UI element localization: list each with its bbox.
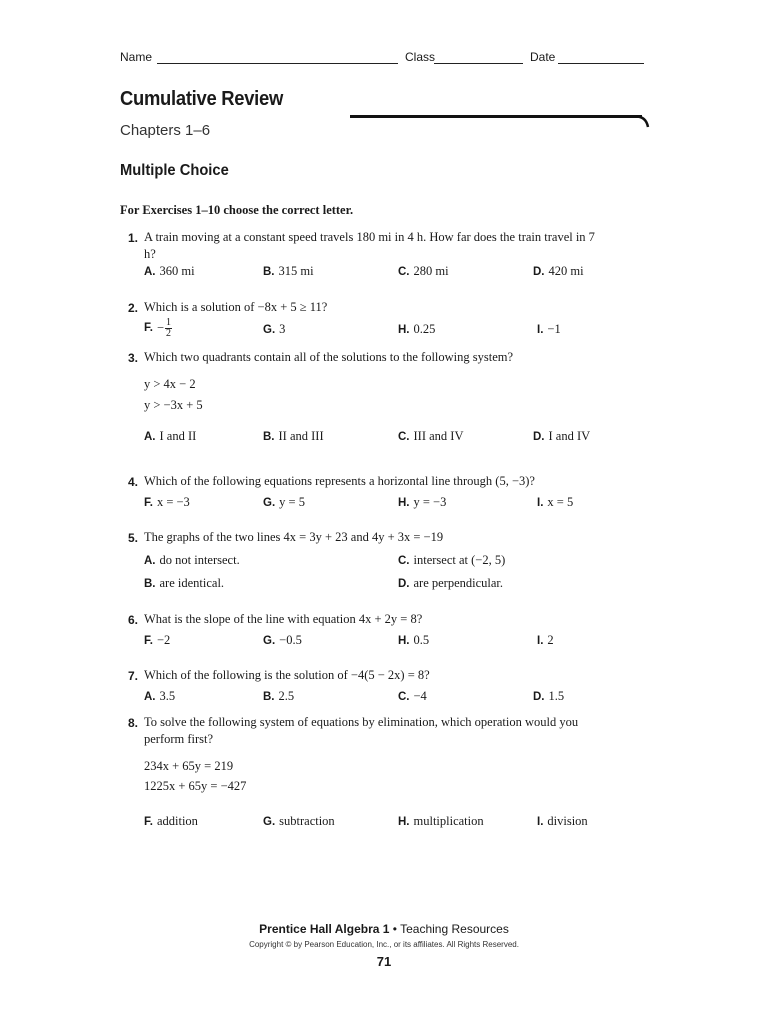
option-text: 420 mi <box>548 264 584 278</box>
option-letter: A. <box>144 266 156 278</box>
option-letter: G. <box>263 497 276 509</box>
fraction-numerator: 1 <box>166 317 172 328</box>
question-number: 3. <box>127 351 138 365</box>
fraction-denominator: 2 <box>166 328 172 339</box>
answer-option[interactable] <box>263 429 324 444</box>
answer-option[interactable] <box>398 264 449 279</box>
question-text: Which two quadrants contain all of the solutions to the following system? <box>144 350 514 364</box>
option-letter: B. <box>144 578 156 590</box>
answer-option[interactable] <box>398 429 463 444</box>
answer-option[interactable] <box>263 495 305 510</box>
system-equation: y > −3x + 5 <box>144 398 203 412</box>
option-letter: H. <box>398 816 410 828</box>
option-text: 1.5 <box>548 689 565 703</box>
page-number: 71 <box>376 954 392 969</box>
question-text: The graphs of the two lines 4x = 3y + 23 and 4y + 3x = −19 <box>144 530 444 544</box>
option-text: I and II <box>159 429 197 443</box>
page-subtitle: Chapters 1–6 <box>120 122 211 139</box>
option-letter: I. <box>537 497 544 509</box>
footer-book-line <box>0 922 768 936</box>
option-text: addition <box>156 814 198 828</box>
answer-option[interactable] <box>537 495 573 510</box>
option-letter: F. <box>144 322 153 335</box>
option-letter: I. <box>537 635 544 647</box>
answer-option[interactable] <box>144 814 198 829</box>
option-letter: I. <box>537 324 544 336</box>
question-text: A train moving at a constant speed travels 180 mi in 4 h. How far does the train travel in 7 h? <box>144 230 595 261</box>
footer-book-title: Prentice Hall Algebra 1 <box>259 922 390 936</box>
system-equation: 1225x + 65y = −427 <box>144 779 247 793</box>
option-letter: H. <box>398 635 410 647</box>
system-equation: 234x + 65y = 219 <box>144 759 234 773</box>
question-number: 2. <box>127 301 138 315</box>
class-blank[interactable] <box>434 63 523 64</box>
answer-option[interactable] <box>144 264 195 279</box>
option-letter: F. <box>144 497 153 509</box>
answer-option[interactable] <box>398 814 484 829</box>
name-label: Name <box>120 50 153 64</box>
date-blank[interactable] <box>558 63 644 64</box>
option-text: 0.5 <box>413 633 430 647</box>
option-text: − <box>156 320 165 335</box>
option-text: division <box>547 814 588 828</box>
answer-option[interactable] <box>398 553 505 568</box>
option-text: subtraction <box>279 814 335 828</box>
option-letter: G. <box>263 635 276 647</box>
answer-option[interactable] <box>533 264 584 279</box>
option-letter: C. <box>398 266 410 278</box>
option-text: y = 5 <box>279 495 305 509</box>
answer-option[interactable] <box>263 633 302 648</box>
option-letter: C. <box>398 431 410 443</box>
answer-option[interactable] <box>263 814 335 829</box>
option-text: 3.5 <box>159 689 176 703</box>
option-text: III and IV <box>413 429 464 443</box>
answer-option[interactable] <box>144 633 170 648</box>
answer-option[interactable] <box>398 495 446 510</box>
option-letter: A. <box>144 691 156 703</box>
answer-option[interactable] <box>144 689 175 704</box>
fraction <box>165 318 172 339</box>
option-letter: D. <box>533 431 545 443</box>
option-letter: D. <box>533 266 545 278</box>
option-letter: G. <box>263 324 276 336</box>
answer-option[interactable] <box>537 633 554 648</box>
option-text: −0.5 <box>279 633 302 647</box>
answer-option[interactable] <box>144 495 190 510</box>
option-letter: F. <box>144 816 153 828</box>
question-text: To solve the following system of equations by elimination, which operation would you perform first? <box>144 715 579 746</box>
answer-option[interactable] <box>537 814 588 829</box>
instructions: For Exercises 1–10 choose the correct letter. <box>120 203 354 217</box>
question-number: 8. <box>127 716 138 730</box>
option-text: −4 <box>413 689 427 703</box>
option-letter: C. <box>398 555 410 567</box>
option-text: multiplication <box>413 814 484 828</box>
answer-option[interactable] <box>263 322 285 337</box>
answer-option[interactable] <box>398 322 435 337</box>
option-text: −1 <box>547 322 561 336</box>
option-text: −2 <box>156 633 171 647</box>
option-text: are identical. <box>159 576 225 590</box>
option-text: x = −3 <box>156 495 190 509</box>
footer-bullet: • <box>392 922 397 936</box>
title-rule <box>350 115 642 118</box>
answer-option[interactable] <box>263 689 294 704</box>
option-text: do not intersect. <box>159 553 240 567</box>
question-number: 7. <box>127 669 138 683</box>
answer-option[interactable] <box>144 318 172 339</box>
date-label: Date <box>530 50 556 64</box>
answer-option[interactable] <box>144 576 224 591</box>
footer-resource: Teaching Resources <box>400 922 509 936</box>
option-letter: B. <box>263 431 275 443</box>
rule-curl-decoration <box>636 115 650 129</box>
question-text: Which of the following is the solution of −4(5 − 2x) = 8? <box>144 668 430 682</box>
option-text: 2 <box>547 633 554 647</box>
option-text: I and IV <box>548 429 591 443</box>
option-letter: B. <box>263 691 275 703</box>
option-text: 315 mi <box>278 264 314 278</box>
question-text: What is the slope of the line with equation 4x + 2y = 8? <box>144 612 423 626</box>
option-text: 3 <box>279 322 286 336</box>
option-text: II and III <box>278 429 324 443</box>
option-text: are perpendicular. <box>413 576 504 590</box>
name-blank[interactable] <box>157 63 398 64</box>
answer-option[interactable] <box>533 429 590 444</box>
page-title: Cumulative Review <box>120 88 284 110</box>
answer-option[interactable] <box>533 689 564 704</box>
question-text: Which of the following equations represents a horizontal line through (5, −3)? <box>144 474 535 488</box>
answer-option[interactable] <box>537 322 561 337</box>
option-letter: I. <box>537 816 544 828</box>
option-text: x = 5 <box>547 495 574 509</box>
answer-option[interactable] <box>398 689 427 704</box>
option-text: y = −3 <box>413 495 447 509</box>
option-letter: F. <box>144 635 153 647</box>
option-letter: B. <box>263 266 275 278</box>
option-letter: D. <box>533 691 545 703</box>
answer-option[interactable] <box>398 633 429 648</box>
option-letter: H. <box>398 324 410 336</box>
option-letter: H. <box>398 497 410 509</box>
option-letter: A. <box>144 431 156 443</box>
option-text: 2.5 <box>278 689 295 703</box>
answer-option[interactable] <box>398 576 503 591</box>
option-letter: C. <box>398 691 410 703</box>
question-number: 5. <box>127 531 138 545</box>
system-equation: y > 4x − 2 <box>144 377 196 391</box>
class-label: Class <box>405 50 436 64</box>
option-text: 0.25 <box>413 322 436 336</box>
answer-option[interactable] <box>263 264 314 279</box>
answer-option[interactable] <box>144 553 240 568</box>
option-text: 360 mi <box>159 264 195 278</box>
option-letter: G. <box>263 816 276 828</box>
answer-option[interactable] <box>144 429 196 444</box>
question-number: 4. <box>127 475 138 489</box>
option-letter: D. <box>398 578 410 590</box>
option-text: intersect at (−2, 5) <box>413 553 506 567</box>
section-heading: Multiple Choice <box>120 162 229 179</box>
option-text: 280 mi <box>413 264 449 278</box>
question-text: Which is a solution of −8x + 5 ≥ 11? <box>144 300 328 314</box>
question-number: 1. <box>127 231 138 245</box>
footer-copyright: Copyright © by Pearson Education, Inc., or its affiliates. All Rights Reserved. <box>249 940 519 949</box>
question-number: 6. <box>127 613 138 627</box>
option-letter: A. <box>144 555 156 567</box>
